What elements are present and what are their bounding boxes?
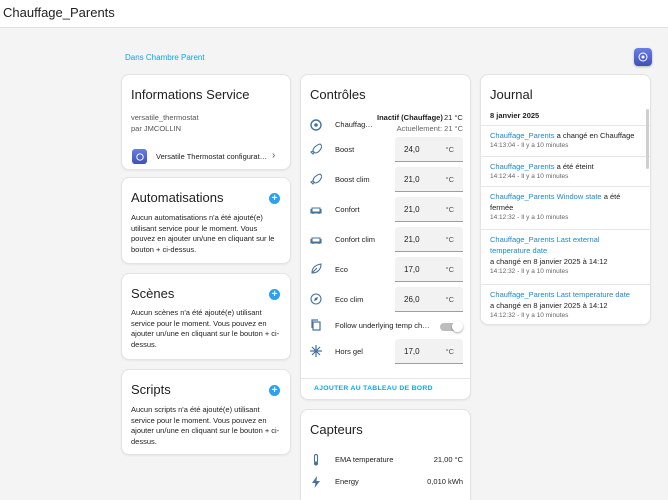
frost-value: 17,0: [404, 347, 420, 356]
sensor-value: 0,010 kWh: [427, 477, 463, 486]
journal-entry-time: 14:13:04 - Il y a 10 minutes: [490, 142, 569, 149]
preset-unit: °C: [445, 175, 454, 184]
lightning-bolt-icon: [310, 476, 322, 488]
leaf-icon: [310, 263, 322, 275]
service-link-row[interactable]: [122, 145, 291, 169]
preset-unit: °C: [445, 205, 454, 214]
journal-title: Journal: [490, 87, 533, 102]
automations-title: Automatisations: [131, 190, 224, 205]
journal-entry-message: a changé en Chauffage: [554, 131, 635, 140]
preset-label: Confort: [335, 205, 360, 214]
preset-row: [301, 225, 471, 255]
preset-label: Boost clim: [335, 175, 370, 184]
sensor-label: Energy: [335, 477, 359, 486]
preset-unit: °C: [445, 235, 454, 244]
climate-state: Inactif (Chauffage): [377, 113, 443, 122]
journal-entry: [481, 156, 651, 180]
journal-entry-message: a changé en 8 janvier 2025 à 14:12: [490, 257, 608, 266]
chevron-right-icon: ›: [272, 150, 276, 161]
journal-entity-link[interactable]: Chauffage_Parents: [490, 162, 555, 171]
scenes-title: Scènes: [131, 286, 175, 301]
device-info-button[interactable]: [634, 48, 652, 66]
preset-label: Eco clim: [335, 295, 364, 304]
journal-entry-text: [481, 130, 651, 141]
journal-entry: [481, 125, 651, 149]
follow-toggle[interactable]: [440, 323, 462, 331]
journal-entry-time: 14:12:32 - Il y a 10 minutes: [490, 268, 569, 275]
snowflake-icon: [310, 345, 322, 357]
journal-entry-text: [481, 234, 651, 267]
preset-row: [301, 255, 471, 285]
controls-card: [300, 74, 471, 400]
frost-label: Hors gel: [335, 347, 363, 356]
journal-entry: [481, 186, 651, 221]
controls-title: Contrôles: [310, 87, 366, 102]
page-title: Chauffage_Parents: [3, 5, 115, 20]
climate-target: 21 °C: [444, 113, 463, 122]
preset-input[interactable]: [395, 257, 463, 282]
preset-input[interactable]: [395, 287, 463, 312]
scenes-empty-text: Aucun scènes n'a été ajouté(e) utilisant service pour le moment. Vous pouvez en ajouter un/une en cliquant sur le bouton + ci-dessus.: [131, 308, 280, 349]
sensor-value: 21,00 °C: [433, 455, 463, 464]
sensor-row[interactable]: [301, 450, 471, 470]
preset-input[interactable]: [395, 137, 463, 162]
service-icon: [132, 149, 147, 164]
preset-unit: °C: [445, 295, 454, 304]
journal-entry: [481, 229, 651, 275]
journal-entry-text: [481, 289, 651, 311]
sensor-row[interactable]: [301, 472, 471, 492]
rocket-icon: [310, 143, 322, 155]
journal-scrollbar[interactable]: [646, 109, 649, 169]
add-script-button[interactable]: +: [269, 385, 280, 396]
scripts-title: Scripts: [131, 382, 171, 397]
scripts-card: [121, 369, 291, 455]
area-link[interactable]: Dans Chambre Parent: [125, 53, 205, 62]
journal-entry-time: 14:12:32 - Il y a 10 minutes: [490, 312, 569, 319]
info-model: versatile_thermostat: [131, 113, 199, 122]
climate-label: Chauffag…: [335, 120, 373, 129]
journal-entry: [481, 284, 651, 319]
sensors-card: [300, 409, 471, 500]
journal-entry-text: [481, 161, 651, 172]
preset-input[interactable]: [395, 167, 463, 192]
preset-input[interactable]: [395, 197, 463, 222]
preset-unit: °C: [445, 265, 454, 274]
rocket-icon: [310, 173, 322, 185]
preset-label: Boost: [335, 145, 355, 154]
preset-row: [301, 165, 471, 195]
journal-entity-link[interactable]: Chauffage_Parents Last temperature date: [490, 290, 630, 299]
frost-row: [301, 337, 471, 367]
preset-value: 21,0: [404, 205, 420, 214]
frost-input[interactable]: [395, 339, 463, 364]
journal-entry-time: 14:12:32 - Il y a 10 minutes: [490, 214, 569, 221]
automations-empty-text: Aucun automatisations n'a été ajouté(e) utilisant service pour le moment. Vous pouvez en ajouter un/une en cliquant sur le bouton + ci-dessus.: [131, 213, 275, 254]
journal-entry-time: 14:12:44 - Il y a 10 minutes: [490, 173, 569, 180]
preset-row: [301, 195, 471, 225]
scenes-card: [121, 273, 291, 360]
preset-label: Eco: [335, 265, 348, 274]
journal-entry-message: a changé en 8 janvier 2025 à 14:12: [490, 301, 608, 310]
preset-input[interactable]: [395, 227, 463, 252]
add-automation-button[interactable]: +: [269, 193, 280, 204]
preset-value: 21,0: [404, 235, 420, 244]
frost-unit: °C: [445, 347, 454, 356]
add-scene-button[interactable]: +: [269, 289, 280, 300]
thermostat-icon: [310, 119, 322, 131]
preset-value: 21,0: [404, 175, 420, 184]
automations-card: [121, 177, 291, 264]
sofa-icon: [310, 233, 322, 245]
compass-icon: [310, 293, 322, 305]
journal-card: [480, 74, 651, 325]
preset-value: 17,0: [404, 265, 420, 274]
thermometer-icon: [310, 454, 322, 466]
thermostat-logo-icon: [638, 52, 648, 62]
climate-current: Actuellement: 21 °C: [396, 124, 463, 133]
preset-row: [301, 135, 471, 165]
info-manufacturer: par JMCOLLIN: [131, 124, 182, 133]
preset-label: Confort clim: [335, 235, 376, 244]
preset-value: 26,0: [404, 295, 420, 304]
journal-entry-message: a été éteint: [554, 162, 594, 171]
top-app-bar: [0, 0, 668, 28]
journal-entity-link[interactable]: Chauffage_Parents: [490, 131, 555, 140]
follow-label: Follow underlying temp ch…: [335, 321, 430, 330]
journal-date: 8 janvier 2025: [490, 111, 540, 120]
journal-entity-link[interactable]: Chauffage_Parents Window state: [490, 192, 602, 201]
journal-entity-link[interactable]: Chauffage_Parents Last external temperature date: [490, 235, 600, 255]
info-card: [121, 74, 291, 170]
journal-entry-message: a été fermée: [490, 192, 621, 212]
info-title: Informations Service: [131, 87, 250, 102]
preset-value: 24,0: [404, 145, 420, 154]
sofa-icon: [310, 203, 322, 215]
scripts-empty-text: Aucun scripts n'a été ajouté(e) utilisant service pour le moment. Vous pouvez en ajouter un/une en cliquant sur le bouton + ci-dessus.: [131, 405, 280, 446]
toggle-knob: [452, 321, 463, 332]
service-label: Versatile Thermostat configurat…: [156, 152, 268, 161]
add-to-dashboard-button[interactable]: AJOUTER AU TABLEAU DE BORD: [314, 385, 433, 392]
copy-icon: [310, 319, 322, 331]
preset-unit: °C: [445, 145, 454, 154]
journal-entry-text: [481, 191, 651, 213]
sensor-label: EMA temperature: [335, 455, 394, 464]
controls-divider: [301, 378, 471, 379]
sensors-title: Capteurs: [310, 422, 363, 437]
